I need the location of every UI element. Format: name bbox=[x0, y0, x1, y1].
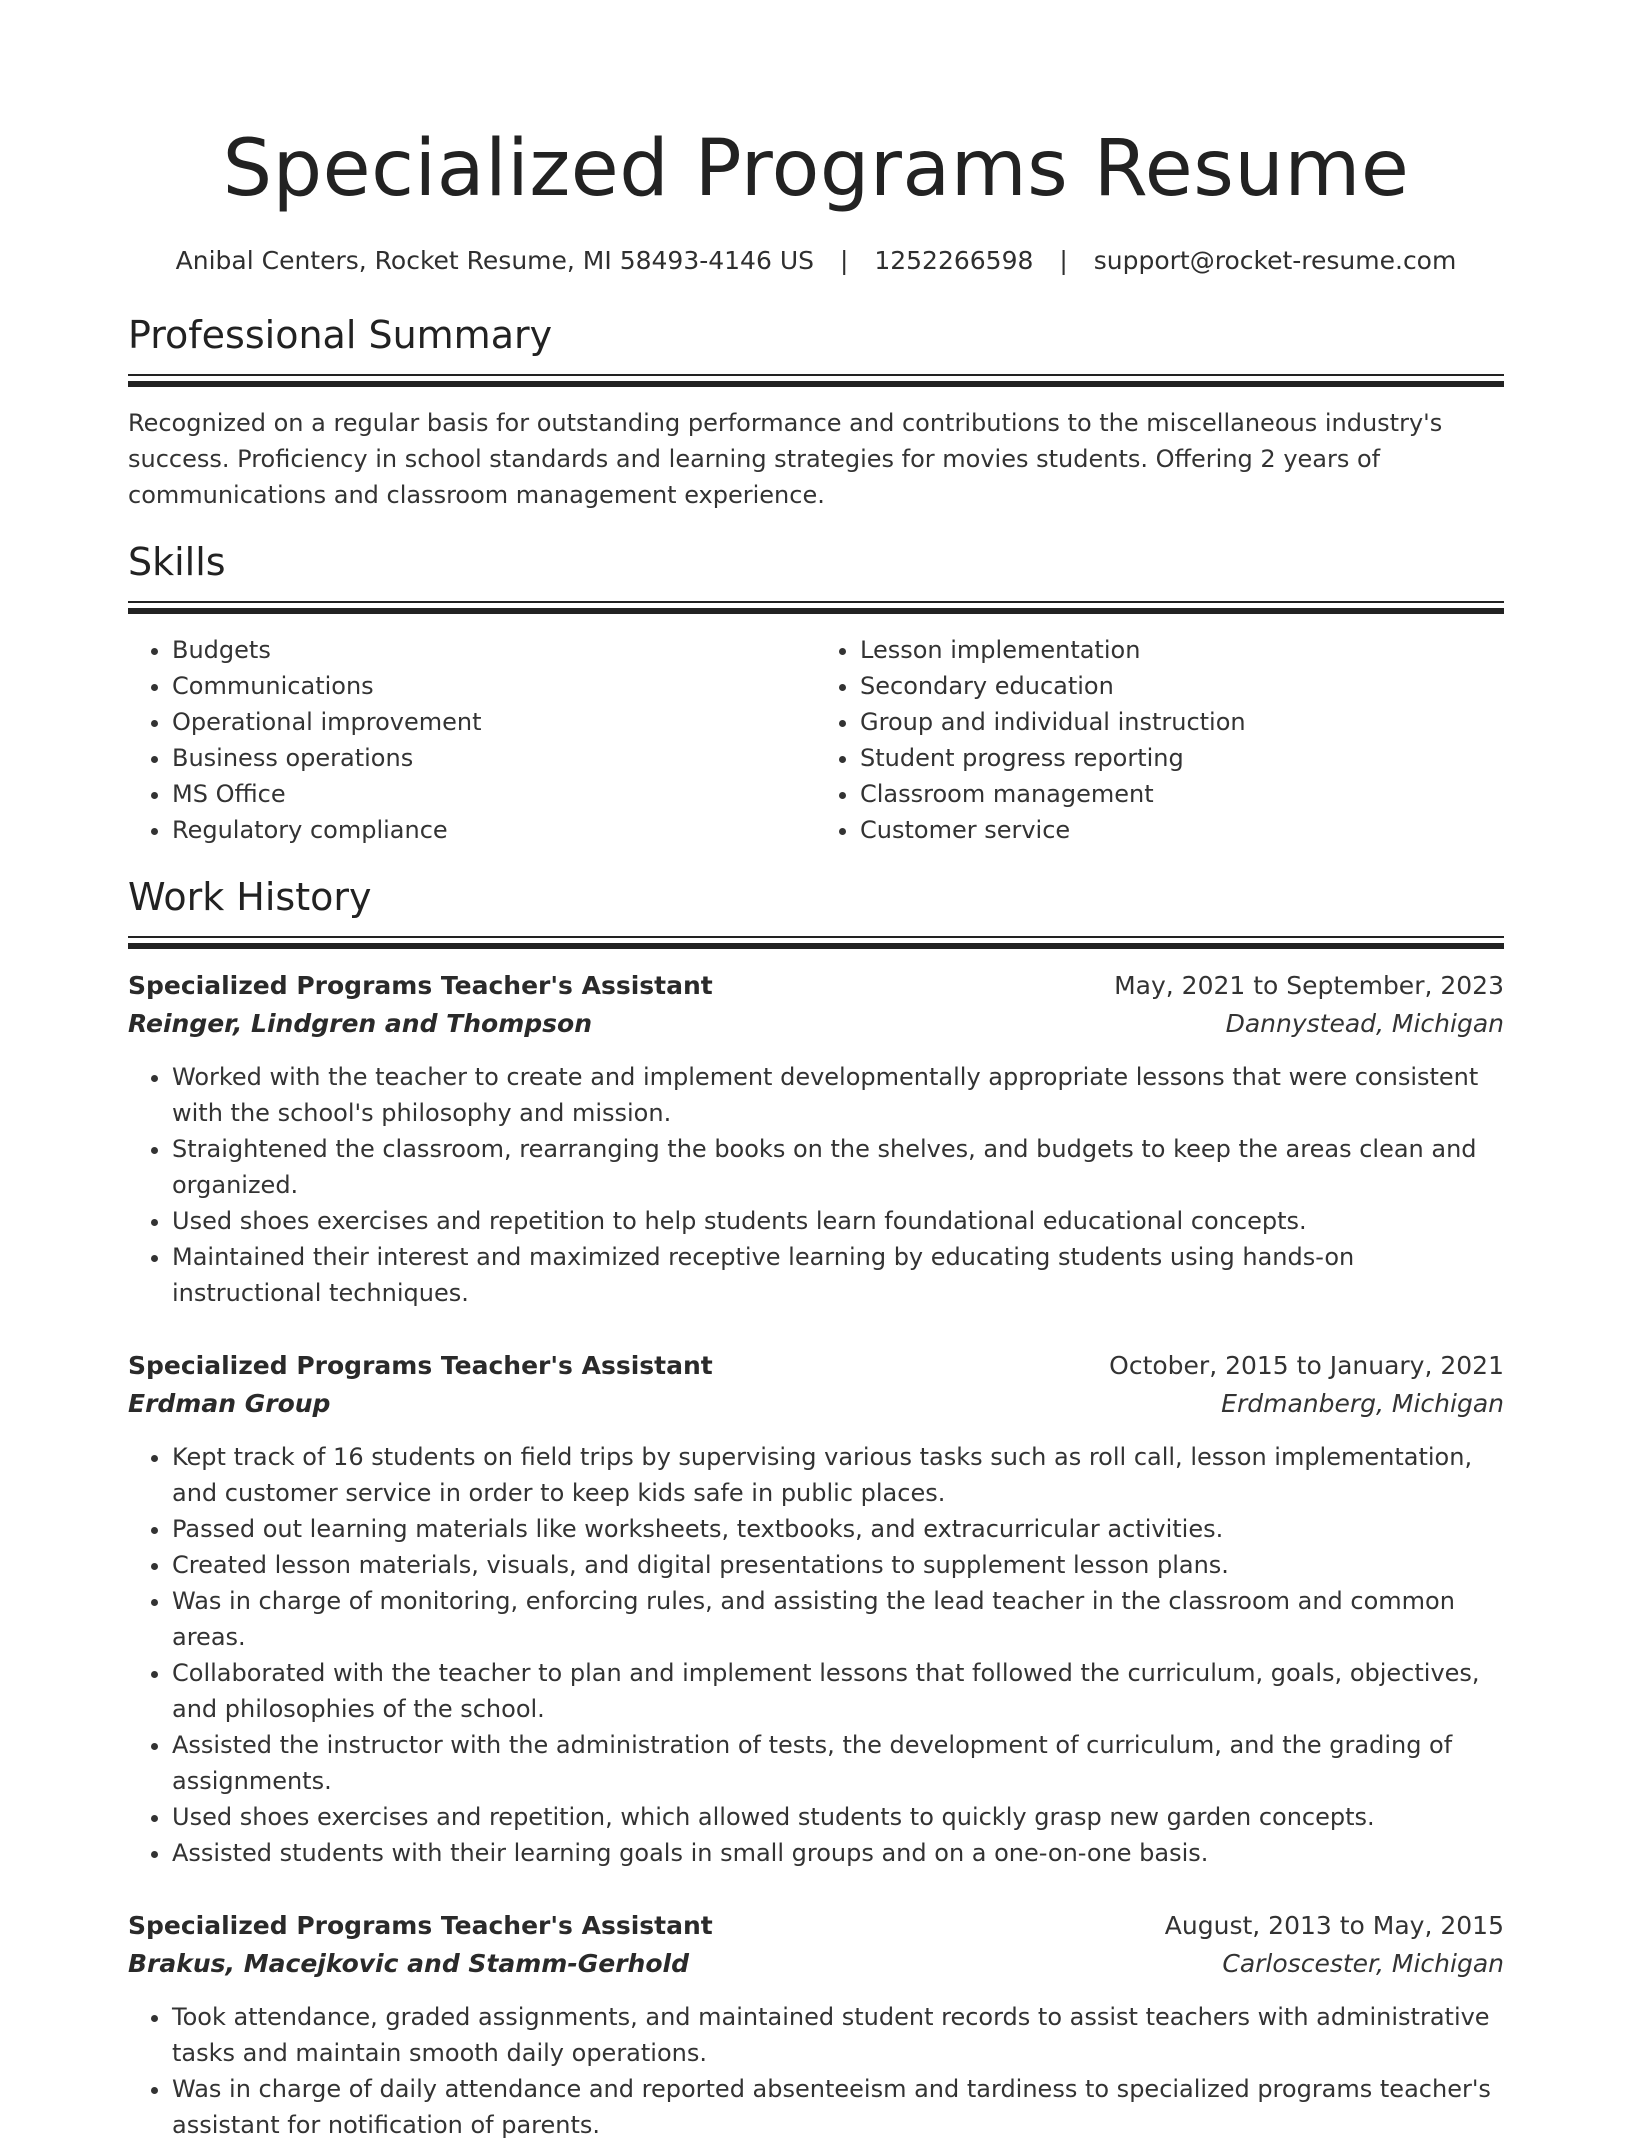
job-dates: May, 2021 to September, 2023 bbox=[1114, 971, 1504, 1000]
job-bullets bbox=[128, 1439, 1504, 1871]
job-bullet: • Assisted the instructor with the administration of tests, the development of curriculum, and the grading of assignments. bbox=[172, 1727, 1504, 1799]
skill-item: • Classroom management bbox=[860, 776, 1504, 812]
job-bullet: • Took attendance, graded assignments, and maintained student records to assist teachers with administrative tasks and maintain smooth daily operations. bbox=[172, 1999, 1504, 2071]
job-title: Specialized Programs Teacher's Assistant bbox=[128, 971, 713, 1000]
job-bullet: • Assisted students with their learning goals in small groups and on a one-on-one basis. bbox=[172, 1835, 1504, 1871]
job-dates: October, 2015 to January, 2021 bbox=[1109, 1351, 1504, 1380]
contact-email: support@rocket-resume.com bbox=[1093, 246, 1457, 275]
resume-title: Specialized Programs Resume bbox=[222, 124, 1410, 214]
section-divider bbox=[128, 936, 1504, 949]
job-title: Specialized Programs Teacher's Assistant bbox=[128, 1351, 713, 1380]
skill-item: • Lesson implementation bbox=[860, 632, 1504, 668]
job-entry bbox=[128, 1347, 1504, 1871]
contact-separator: | bbox=[1059, 246, 1068, 275]
contact-phone: 1252266598 bbox=[874, 246, 1034, 275]
job-company-row bbox=[128, 1385, 1504, 1423]
skills-left-column bbox=[128, 632, 816, 848]
skills-section bbox=[128, 537, 1504, 848]
skill-item: • Communications bbox=[172, 668, 816, 704]
job-company-row bbox=[128, 1945, 1504, 1983]
job-bullet: • Straightened the classroom, rearranging the books on the shelves, and budgets to keep the areas clean and organized. bbox=[172, 1131, 1504, 1203]
skill-item: • Regulatory compliance bbox=[172, 812, 816, 848]
job-bullet: • Collaborated with the teacher to plan and implement lessons that followed the curriculum, goals, objectives, and philosophies of the school. bbox=[172, 1655, 1504, 1727]
job-bullet: • Was in charge of daily attendance and reported absenteeism and tardiness to specialized programs teacher's assistant for notification of parents. bbox=[172, 2071, 1504, 2143]
skill-item: • Budgets bbox=[172, 632, 816, 668]
job-dates: August, 2013 to May, 2015 bbox=[1164, 1911, 1504, 1940]
job-company: Reinger, Lindgren and Thompson bbox=[128, 1009, 593, 1038]
skills-right-column bbox=[816, 632, 1504, 848]
job-location: Erdmanberg, Michigan bbox=[1221, 1389, 1504, 1418]
skill-item: • Student progress reporting bbox=[860, 740, 1504, 776]
job-header-row bbox=[128, 967, 1504, 1005]
job-bullets bbox=[128, 1999, 1504, 2143]
work-history-section bbox=[128, 872, 1504, 2143]
section-heading: Skills bbox=[128, 540, 226, 584]
job-bullets bbox=[128, 1059, 1504, 1311]
job-company: Brakus, Macejkovic and Stamm-Gerhold bbox=[128, 1949, 689, 1978]
job-entry bbox=[128, 1907, 1504, 2143]
job-bullet: • Created lesson materials, visuals, and digital presentations to supplement lesson plans. bbox=[172, 1547, 1504, 1583]
job-bullet: • Used shoes exercises and repetition, which allowed students to quickly grasp new garden concepts. bbox=[172, 1799, 1504, 1835]
skill-item: • Business operations bbox=[172, 740, 816, 776]
job-bullet: • Used shoes exercises and repetition to help students learn foundational educational concepts. bbox=[172, 1203, 1504, 1239]
job-location: Dannystead, Michigan bbox=[1225, 1009, 1504, 1038]
skill-item: • Customer service bbox=[860, 812, 1504, 848]
professional-summary-section bbox=[128, 310, 1504, 513]
contact-separator: | bbox=[839, 246, 849, 275]
skills-columns bbox=[128, 632, 1504, 848]
job-bullet: • Was in charge of monitoring, enforcing rules, and assisting the lead teacher in the classroom and common areas. bbox=[172, 1583, 1504, 1655]
job-header-row bbox=[128, 1347, 1504, 1385]
job-company: Erdman Group bbox=[128, 1389, 331, 1418]
job-bullet: • Kept track of 16 students on field trips by supervising various tasks such as roll call, lesson implementation, and customer service in order to keep kids safe in public places. bbox=[172, 1439, 1504, 1511]
contact-line bbox=[128, 244, 1504, 278]
skill-item: • Secondary education bbox=[860, 668, 1504, 704]
section-heading: Professional Summary bbox=[128, 313, 553, 357]
job-bullet: • Passed out learning materials like worksheets, textbooks, and extracurricular activities. bbox=[172, 1511, 1504, 1547]
job-bullet: • Worked with the teacher to create and implement developmentally appropriate lessons that were consistent with the school's philosophy and mission. bbox=[172, 1059, 1504, 1131]
contact-address: Anibal Centers, Rocket Resume, MI 58493-4146 US bbox=[175, 246, 814, 275]
section-heading: Work History bbox=[128, 875, 372, 919]
summary-text: Recognized on a regular basis for outstanding performance and contributions to the miscellaneous industry's success. Proficiency in school standards and learning strategies for movies students. Offering 2 years of communications and classroom management experience. bbox=[128, 409, 1443, 509]
job-entry bbox=[128, 967, 1504, 1311]
section-divider bbox=[128, 374, 1504, 387]
skill-item: • MS Office bbox=[172, 776, 816, 812]
job-location: Carloscester, Michigan bbox=[1222, 1949, 1504, 1978]
job-title: Specialized Programs Teacher's Assistant bbox=[128, 1911, 713, 1940]
job-bullet: • Maintained their interest and maximized receptive learning by educating students using hands-on instructional techniques. bbox=[172, 1239, 1504, 1311]
job-company-row bbox=[128, 1005, 1504, 1043]
job-header-row bbox=[128, 1907, 1504, 1945]
section-divider bbox=[128, 601, 1504, 614]
skill-item: • Operational improvement bbox=[172, 704, 816, 740]
skill-item: • Group and individual instruction bbox=[860, 704, 1504, 740]
